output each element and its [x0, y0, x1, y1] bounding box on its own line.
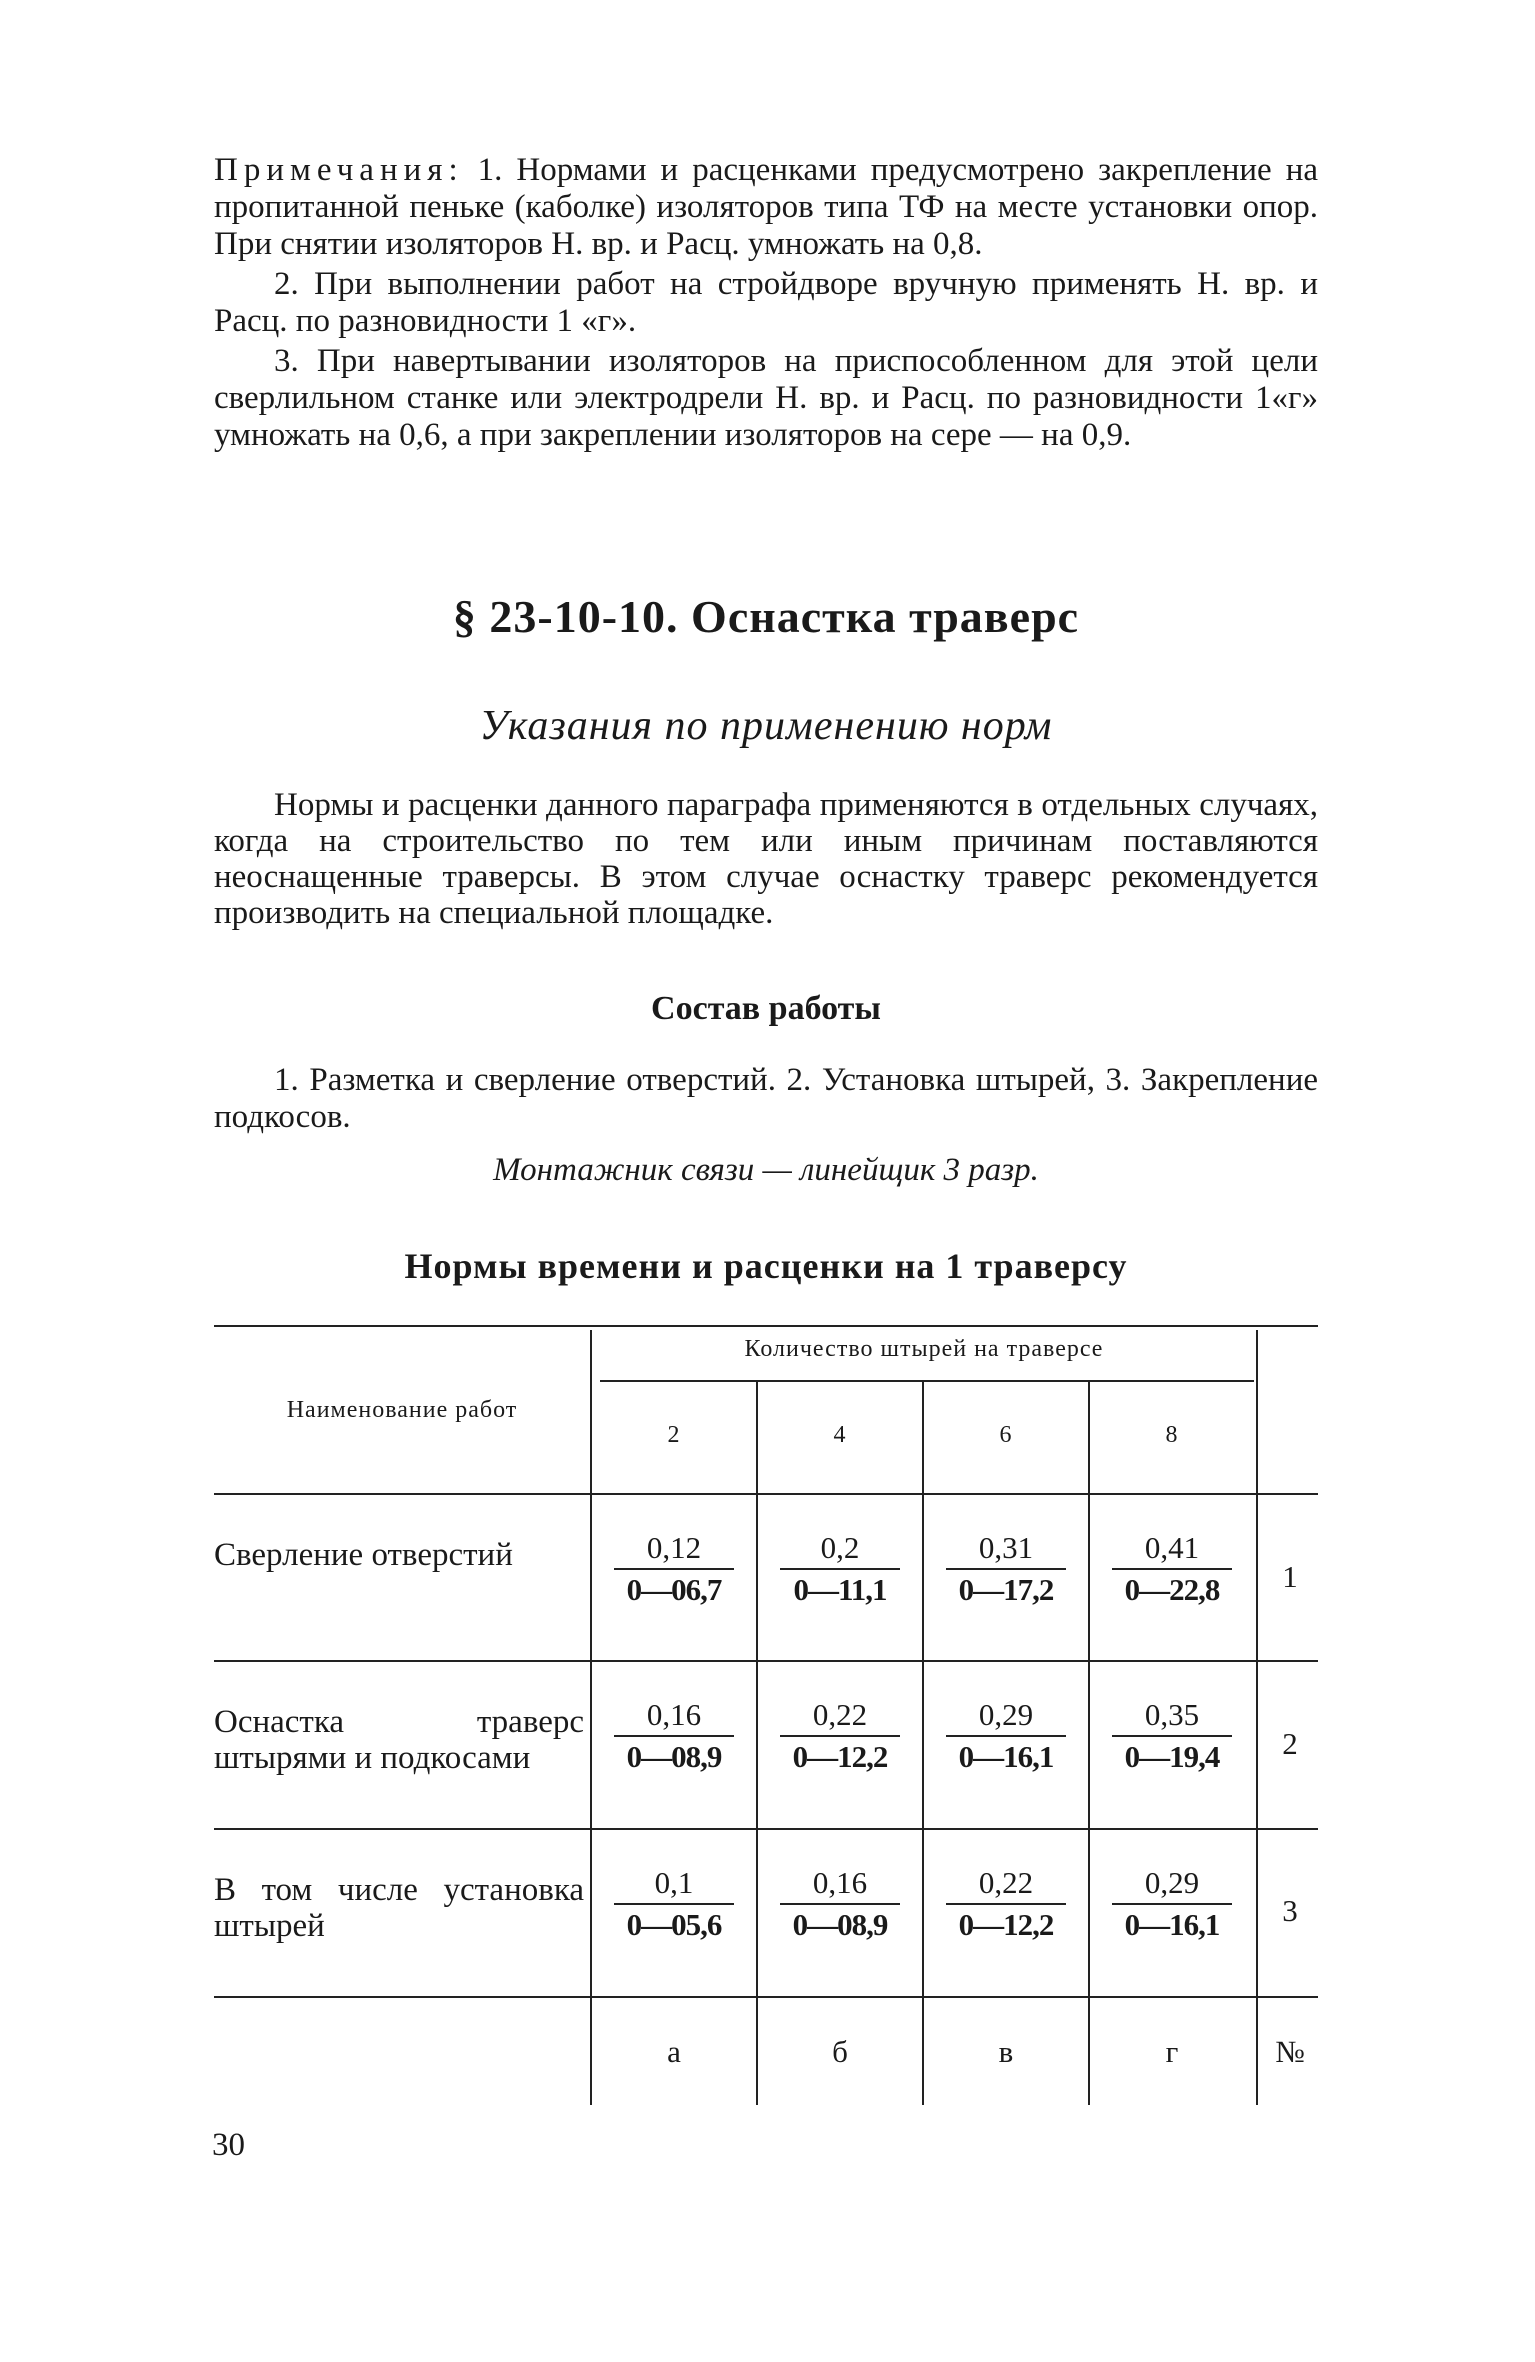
header-work-name: Наименование работ [286, 1397, 518, 1423]
row-2-work: Оснастка траверс штырями и подкосами [214, 1704, 584, 1776]
header-count-2: 2 [667, 1422, 681, 1448]
time-norm: 0,1 [654, 1865, 694, 1900]
row-1-rule [214, 1660, 1318, 1662]
row-2-cell-g [1112, 1697, 1232, 1775]
row-2-number: 2 [1282, 1726, 1298, 1761]
row-1-cell-v [946, 1530, 1066, 1608]
worker-grade: Монтажник связи — линейщик 3 разр. [493, 1152, 1039, 1188]
rate: 0—19,4 [1112, 1735, 1232, 1775]
row-2-cell-b [780, 1697, 900, 1775]
time-norm: 0,22 [812, 1697, 868, 1732]
notes-label: Примечания: [214, 152, 464, 188]
section-title: § 23-10-10. Оснастка траверс [452, 591, 1080, 642]
time-norm: 0,16 [646, 1697, 702, 1732]
table-title: Нормы времени и расценки на 1 траверсу [404, 1246, 1128, 1286]
time-norm: 0,31 [978, 1530, 1034, 1565]
row-3-cell-b [780, 1865, 900, 1943]
row-1-number: 1 [1282, 1559, 1298, 1594]
time-norm: 0,29 [1144, 1865, 1200, 1900]
rate: 0—08,9 [780, 1903, 900, 1943]
table-top-rule [214, 1325, 1318, 1327]
note-3: 3. При навертывании изоляторов на приспособленном для этой цели сверлильном станке или электродрели Н. вр. и Расц. по разновидности 1«г» умножать на 0,6, а при закреплении изоляторов на сере — на 0,9. [214, 343, 1318, 453]
note-1-text: 1. Нормами и расценками предусмотрено закрепление на пропитанной пеньке (каболке) изоляторов типа ТФ на месте установки опор. При снятии изоляторов Н. вр. и Расц. умножать на 0,8. [214, 152, 1318, 262]
row-3-cell-a [614, 1865, 734, 1943]
header-count-8: 8 [1165, 1422, 1179, 1448]
note-1 [214, 152, 1318, 263]
row-1-cell-g [1112, 1530, 1232, 1608]
row-2-rule [214, 1828, 1318, 1830]
header-bottom-rule [214, 1493, 1318, 1495]
header-count-4: 4 [833, 1422, 847, 1448]
time-norm: 0,35 [1144, 1697, 1200, 1732]
footer-col-g: г [1165, 2034, 1179, 2069]
guidance-title: Указания по применению норм [479, 703, 1053, 749]
rate: 0—17,2 [946, 1568, 1066, 1608]
rate: 0—08,9 [614, 1735, 734, 1775]
rate: 0—12,2 [780, 1735, 900, 1775]
time-norm: 0,12 [646, 1530, 702, 1565]
col-divider-3 [1088, 1382, 1090, 2105]
time-norm: 0,16 [812, 1865, 868, 1900]
rate: 0—16,1 [1112, 1903, 1232, 1943]
time-norm: 0,29 [978, 1697, 1034, 1732]
row-2-cell-v [946, 1697, 1066, 1775]
note-2: 2. При выполнении работ на стройдворе вручную применять Н. вр. и Расц. по разновидности 1 «г». [214, 266, 1318, 339]
col-divider-1 [756, 1382, 758, 2105]
page-number: 30 [212, 2127, 245, 2163]
row-3-cell-g [1112, 1865, 1232, 1943]
work-steps: 1. Разметка и сверление отверстий. 2. Установка штырей, 3. Закрепление подкосов. [214, 1062, 1318, 1135]
row-3-rule [214, 1996, 1318, 1998]
row-3-number: 3 [1282, 1893, 1298, 1928]
row-1-cell-b [780, 1530, 900, 1608]
work-composition-title: Состав работы [651, 990, 881, 1027]
row-3-work: В том числе установка штырей [214, 1872, 584, 1944]
header-count-6: 6 [999, 1422, 1013, 1448]
time-norm: 0,22 [978, 1865, 1034, 1900]
header-pin-count: Количество штырей на траверсе [744, 1336, 1104, 1362]
rate: 0—16,1 [946, 1735, 1066, 1775]
footer-col-number: № [1275, 2034, 1305, 2069]
footer-col-a: а [667, 2034, 681, 2069]
rate: 0—11,1 [780, 1568, 900, 1608]
rate: 0—05,6 [614, 1903, 734, 1943]
footer-col-b: б [832, 2034, 848, 2069]
guidance-text: Нормы и расценки данного параграфа применяются в отдельных случаях, когда на строительство по тем или иным причинам поставляются неоснащенные траверсы. В этом случае оснастку траверс рекомендуется производить на специальной площадке. [214, 787, 1318, 931]
rate: 0—12,2 [946, 1903, 1066, 1943]
col-divider-work [590, 1330, 592, 2105]
rate: 0—22,8 [1112, 1568, 1232, 1608]
row-1-work: Сверление отверстий [214, 1537, 513, 1573]
col-divider-no [1256, 1330, 1258, 2105]
footer-col-v: в [998, 2034, 1014, 2069]
time-norm: 0,41 [1144, 1530, 1200, 1565]
row-2-cell-a [614, 1697, 734, 1775]
col-divider-2 [922, 1382, 924, 2105]
notes-block [214, 152, 1318, 457]
time-norm: 0,2 [820, 1530, 860, 1565]
row-3-cell-v [946, 1865, 1066, 1943]
row-1-cell-a [614, 1530, 734, 1608]
rate: 0—06,7 [614, 1568, 734, 1608]
header-group-rule [600, 1380, 1254, 1382]
